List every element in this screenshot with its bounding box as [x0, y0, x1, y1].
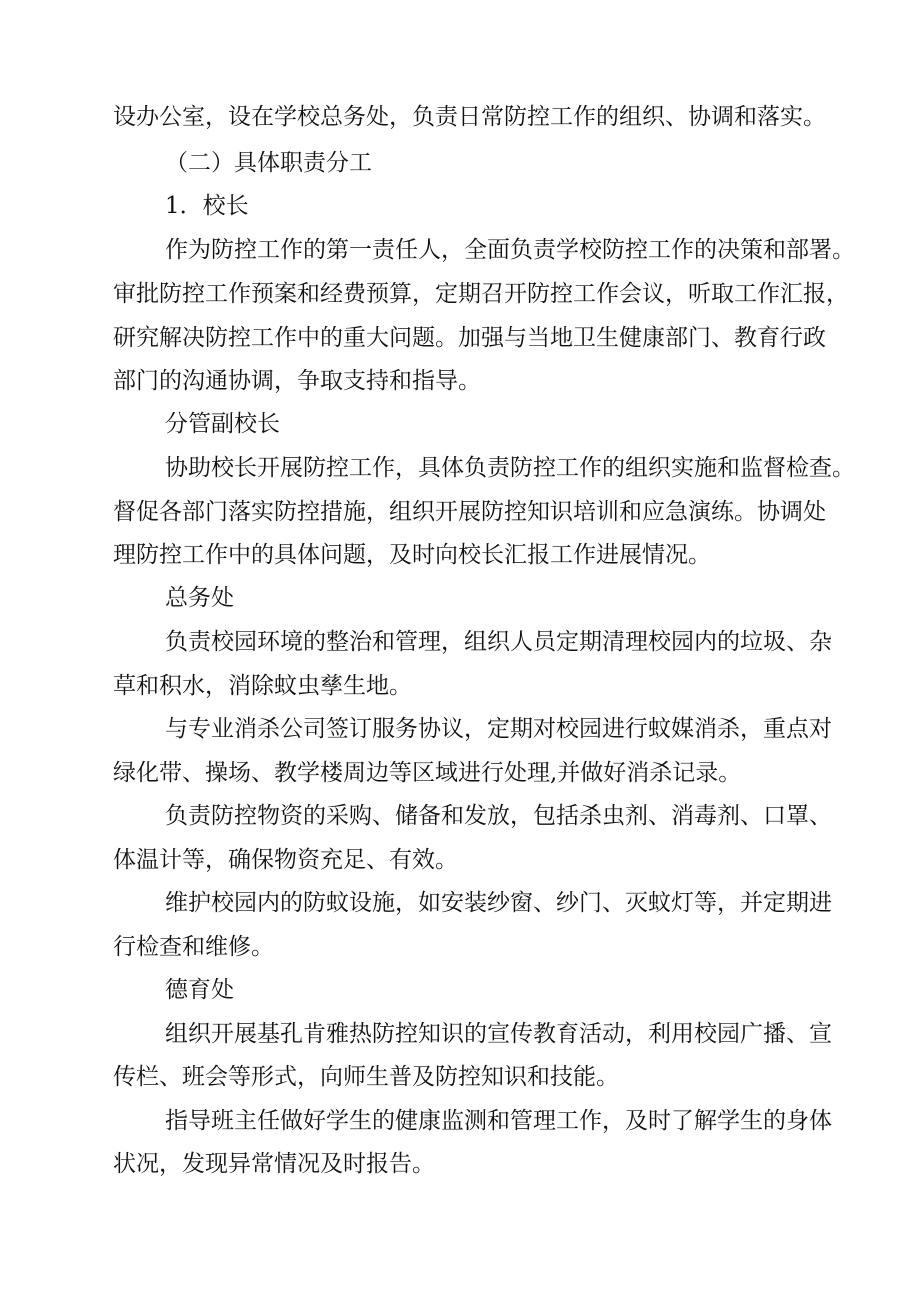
- text-line: 绿化带、操场、教学楼周边等区域进行处理,并做好消杀记录。: [113, 760, 742, 786]
- text-line: 审批防控工作预案和经费预算，定期召开防控工作会议，听取工作汇报，: [113, 281, 849, 307]
- text-line: 理防控工作中的具体问题，及时向校长汇报工作进展情况。: [113, 542, 711, 568]
- text-line: 行检查和维修。: [113, 934, 274, 960]
- text-line: 研究解决防控工作中的重大问题。加强与当地卫生健康部门、教育行政: [113, 325, 826, 351]
- text-line: 体温计等，确保物资充足、有效。: [113, 847, 458, 873]
- text-line: 作为防控工作的第一责任人，全面负责学校防控工作的决策和部署。: [165, 237, 855, 263]
- text-line: 组织开展基孔肯雅热防控知识的宣传教育活动，利用校园广播、宣: [165, 1021, 832, 1047]
- section-heading: （二）具体职责分工: [165, 150, 372, 176]
- text-line: 维护校园内的防蚊设施，如安装纱窗、纱门、灭蚊灯等，并定期进: [165, 890, 832, 916]
- text-line: 与专业消杀公司签订服务协议，定期对校园进行蚊媒消杀，重点对: [165, 716, 832, 742]
- subsection-heading: 分管副校长: [165, 411, 280, 437]
- subsection-heading: 1．校长: [165, 193, 249, 219]
- text-line: 部门的沟通协调，争取支持和指导。: [113, 368, 481, 394]
- text-line: 传栏、班会等形式，向师生普及防控知识和技能。: [113, 1064, 619, 1090]
- subsection-heading: 德育处: [165, 977, 234, 1003]
- text-line: 设办公室，设在学校总务处，负责日常防控工作的组织、协调和落实。: [113, 104, 826, 130]
- text-line: 草和积水，消除蚊虫孳生地。: [113, 673, 412, 699]
- subsection-heading: 总务处: [165, 585, 234, 611]
- text-line: 状况，发现异常情况及时报告。: [113, 1151, 435, 1177]
- text-line: 督促各部门落实防控措施，组织开展防控知识培训和应急演练。协调处: [113, 499, 826, 525]
- text-line: 负责防控物资的采购、储备和发放，包括杀虫剂、消毒剂、口罩、: [165, 803, 832, 829]
- text-line: 负责校园环境的整治和管理，组织人员定期清理校园内的垃圾、杂: [165, 629, 832, 655]
- text-line: 协助校长开展防控工作，具体负责防控工作的组织实施和监督检查。: [165, 455, 855, 481]
- text-line: 指导班主任做好学生的健康监测和管理工作，及时了解学生的身体: [165, 1108, 832, 1134]
